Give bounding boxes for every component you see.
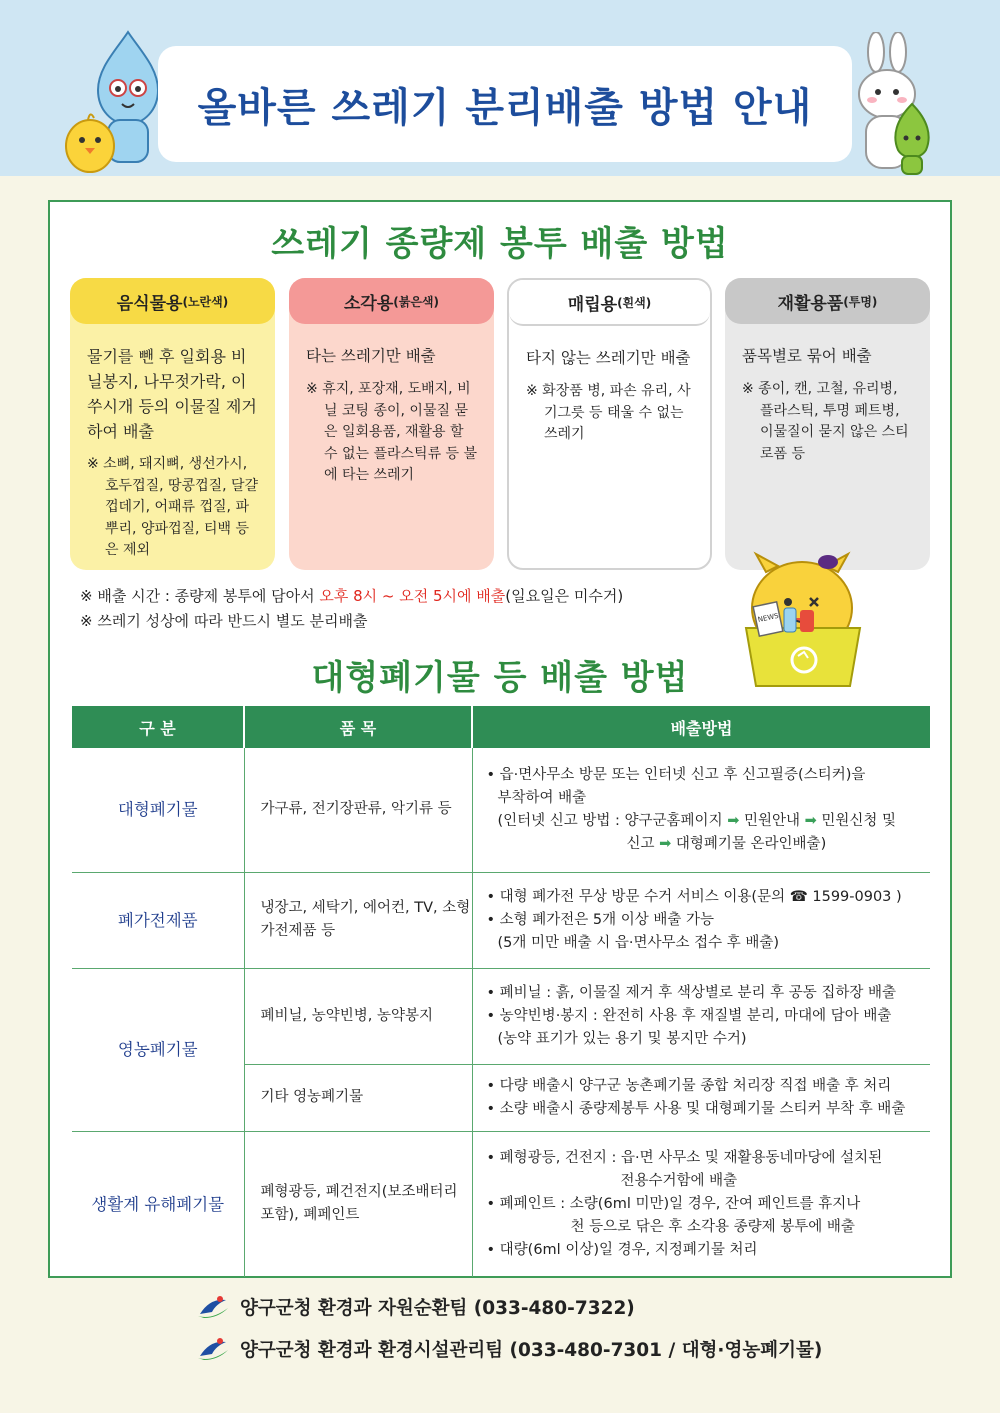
arrow-icon: ➡ [659,835,672,852]
method-text: 민원안내 [743,812,800,829]
bag-name: 재활용품 [777,293,844,314]
method-line: • 읍·면사무소 방문 또는 인터넷 신고 후 신고필증(스티커)을 [486,766,866,783]
method-cell [472,872,930,968]
method-text: 신고 [626,835,655,852]
bag-card-header [725,278,930,324]
method-line: 전용수거함에 배출 [620,1172,738,1189]
bag-name: 음식물용 [116,293,183,314]
method-line: • 소량 배출시 종량제봉투 사용 및 대형폐기물 스티커 부착 후 배출 [486,1100,906,1117]
contact-line [196,1336,822,1362]
leaf-mascot-icon [886,100,938,176]
bag-card-header [70,278,275,324]
section-title-bags: 쓰레기 종량제 봉투 배출 방법 [271,224,729,264]
method-text: (인터넷 신고 방법 : 양구군홈페이지 [497,812,723,829]
method-line: • 다량 배출시 양구군 농촌폐기물 종합 처리장 직접 배출 후 처리 [486,1077,892,1094]
method-line: 천 등으로 닦은 후 소각용 종량제 봉투에 배출 [570,1218,855,1235]
column-header: 구 분 [72,706,244,748]
bag-name: 매립용 [567,294,618,315]
method-cell [472,1064,930,1131]
bag-color-label: (투명) [843,294,878,309]
arrow-icon: ➡ [804,812,817,829]
bag-card-header [509,280,710,326]
method-line: • 대량(6ml 이상)일 경우, 지정폐기물 처리 [486,1241,758,1258]
contact-text: 양구군청 환경과 자원순환팀 (033-480-7322) [240,1298,635,1319]
category-cell: 영농폐기물 [72,968,244,1131]
category-cell: 생활계 유해폐기물 [72,1131,244,1277]
bag-main-text: 타지 않는 쓰레기만 배출 [526,349,691,367]
note-highlight: 오후 8시 ~ 오전 5시에 배출 [319,587,506,605]
method-line: • 폐형광등, 건전지 : 읍·면 사무소 및 재활용동네마당에 설치된 [486,1149,883,1166]
table-row [72,748,930,872]
bag-color-label: (흰색) [617,295,652,310]
bulky-waste-table [72,706,930,1277]
section-title-bulky: 대형폐기물 등 배출 방법 [311,658,689,698]
bag-note: ※ 휴지, 포장재, 도배지, 비닐 코팅 종이, 이물질 묻은 일회용품, 재활용 할 수 없는 플라스틱류 등 불에 타는 쓰레기 [306,381,478,483]
method-line: (농약 표기가 있는 용기 및 봉지만 수거) [497,1030,747,1047]
table-row [72,872,930,968]
bag-card-recycle [725,278,930,570]
method-line [487,833,931,856]
disposal-notes [80,584,623,634]
bag-note: ※ 종이, 캔, 고철, 유리병, 플라스틱, 투명 페트병, 이물질이 묻지 않은 스티로폼 등 [742,381,909,462]
table-row [72,968,930,1064]
bag-color-label: (붉은색) [393,294,440,309]
county-logo-icon [196,1294,230,1320]
method-line [487,810,931,833]
item-cell: 가구류, 전기장판류, 악기류 등 [244,748,472,872]
bag-note: ※ 소뼈, 돼지뼈, 생선가시, 호두껍질, 땅콩껍질, 달걀 껍데기, 어패류 껍질, 파뿌리, 양파껍질, 티백 등은 제외 [87,456,259,558]
item-cell: 냉장고, 세탁기, 에어컨, TV, 소형가전제품 등 [244,872,472,968]
note-text: (일요일은 미수거) [505,587,624,605]
item-cell: 폐형광등, 폐건전지(보조배터리 포함), 폐페인트 [244,1131,472,1277]
bag-card-burnable [289,278,494,570]
page-title: 올바른 쓰레기 분리배출 방법 안내 [197,84,813,131]
title-box [158,46,852,162]
method-line: • 폐페인트 : 소량(6ml 미만)일 경우, 잔여 페인트를 휴지나 [486,1195,861,1212]
bag-main-text: 물기를 뺀 후 일회용 비닐봉지, 나무젓가락, 이쑤시개 등의 이물질 제거하여 배출 [87,347,257,441]
bag-main-text: 타는 쓰레기만 배출 [306,347,436,365]
method-line: (5개 미만 배출 시 읍·면사무소 접수 후 배출) [497,934,780,951]
bag-color-label: (노란색) [182,294,229,309]
table-header-row [72,706,930,748]
column-header: 배출방법 [472,706,930,748]
method-line: • 소형 폐가전은 5개 이상 배출 가능 [486,911,715,928]
item-cell: 기타 영농폐기물 [244,1064,472,1131]
method-line: • 대형 폐가전 무상 방문 수거 서비스 이용(문의 ☎ 1599-0903 ) [486,888,902,905]
contact-line [196,1294,635,1320]
item-cell: 폐비닐, 농약빈병, 농약봉지 [244,968,472,1064]
bag-card-landfill [507,278,712,570]
method-cell [472,748,930,872]
category-cell: 대형폐기물 [72,748,244,872]
method-line: • 농약빈병·봉지 : 완전히 사용 후 재질별 분리, 마대에 담아 배출 [486,1007,892,1024]
news-label: NEWS [757,611,780,625]
method-text: 민원신청 및 [821,812,897,829]
content-panel [48,200,952,1278]
column-header: 품 목 [244,706,472,748]
category-cell: 폐가전제품 [72,872,244,968]
arrow-icon: ➡ [727,812,740,829]
contact-text: 양구군청 환경과 환경시설관리팀 (033-480-7301 / 대형·영농폐기물) [240,1340,823,1361]
note-text: ※ 배출 시간 : 종량제 봉투에 담아서 [80,587,320,605]
chick-mascot-icon [60,102,120,176]
bag-name: 소각용 [343,293,394,314]
table-row [72,1131,930,1277]
method-line: • 폐비닐 : 흙, 이물질 제거 후 색상별로 분리 후 공동 집하장 배출 [486,984,897,1001]
bag-main-text: 품목별로 묶어 배출 [742,347,872,365]
method-cell [472,968,930,1064]
separate-disposal-note: ※ 쓰레기 성상에 따라 반드시 별도 분리배출 [80,612,368,630]
bag-card-header [289,278,494,324]
bag-card-food [70,278,275,570]
method-line: 부착하여 배출 [497,789,587,806]
bag-note: ※ 화장품 병, 파손 유리, 사기그릇 등 태울 수 없는 쓰레기 [526,383,691,442]
county-logo-icon [196,1336,230,1362]
method-cell [472,1131,930,1277]
disposal-time-note [80,584,623,609]
method-text: 대형폐기물 온라인배출) [675,835,827,852]
